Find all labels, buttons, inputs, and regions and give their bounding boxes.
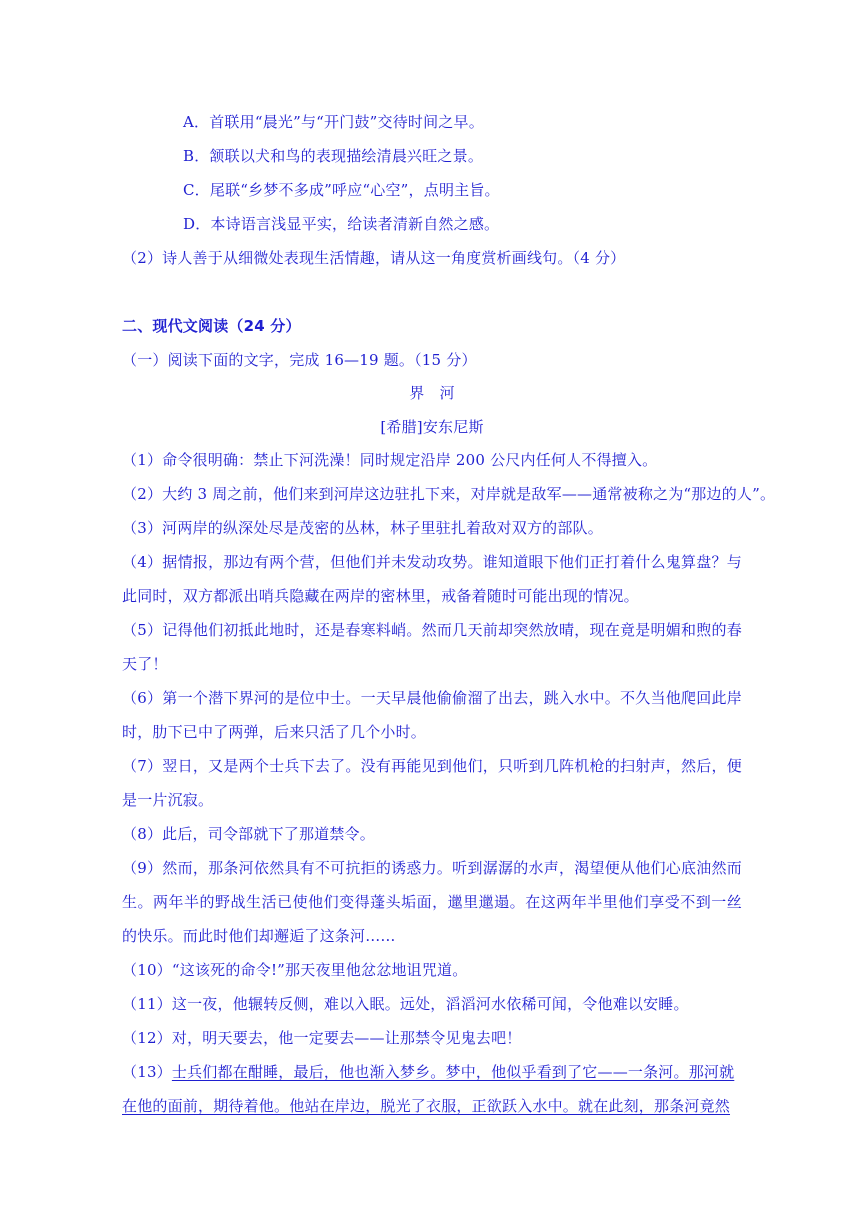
underlined-passage-part-1: 士兵们都在酣睡，最后，他也渐入梦乡。梦中，他似乎看到了它——一条河。那河就 bbox=[171, 1063, 735, 1081]
paragraph-10: （10）“这该死的命令!”那天夜里他忿忿地诅咒道。 bbox=[122, 961, 468, 979]
paragraph-6-line-1: （6）第一个潜下界河的是位中士。一天早晨他偷偷溜了出去，跳入水中。不久当他爬回此岸 bbox=[122, 689, 742, 707]
paragraph-5-line-2: 天了！ bbox=[122, 655, 168, 673]
paragraph-9-line-3: 的快乐。而此时他们却邂逅了这条河…… bbox=[122, 927, 396, 945]
paragraph-7-line-2: 是一片沉寂。 bbox=[122, 791, 214, 809]
paragraph-7-line-1: （7）翌日，又是两个士兵下去了。没有再能见到他们，只听到几阵机枪的扫射声，然后，便 bbox=[122, 757, 742, 775]
paragraph-12: （12）对，明天要去，他一定要去——让那禁令见鬼去吧！ bbox=[122, 1029, 522, 1047]
paragraph-4-line-1: （4）据情报，那边有两个营，但他们并未发动攻势。谁知道眼下他们正打着什么鬼算盘？与 bbox=[122, 553, 742, 571]
paragraph-13-number: （13） bbox=[122, 1063, 172, 1081]
question-2: （2）诗人善于从细微处表现生活情趣，请从这一角度赏析画线句。（4 分） bbox=[122, 249, 626, 267]
option-d: D．本诗语言浅显平实，给读者清新自然之感。 bbox=[183, 215, 500, 233]
underlined-passage-part-2: 在他的面前，期待着他。他站在岸边，脱光了衣服，正欲跃入水中。就在此刻，那条河竟然 bbox=[122, 1097, 731, 1115]
paragraph-8: （8）此后，司令部就下了那道禁令。 bbox=[122, 825, 375, 843]
option-c: C．尾联“乡梦不多成”呼应“心空”，点明主旨。 bbox=[183, 181, 500, 199]
section-heading: 二、现代文阅读（24 分） bbox=[122, 317, 301, 335]
option-b: B．颔联以犬和鸟的表现描绘清晨兴旺之景。 bbox=[183, 147, 484, 165]
subsection-instruction: （一）阅读下面的文字，完成 16—19 题。（15 分） bbox=[122, 351, 477, 369]
paragraph-11: （11）这一夜，他辗转反侧，难以入眠。远处，滔滔河水依稀可闻，令他难以安睡。 bbox=[122, 995, 689, 1013]
paragraph-9-line-2: 生。两年半的野战生活已使他们变得蓬头垢面，邋里邋遢。在这两年半里他们享受不到一丝 bbox=[122, 893, 742, 911]
paragraph-2: （2）大约 3 周之前，他们来到河岸这边驻扎下来，对岸就是敌军——通常被称之为“那边的人”。 bbox=[122, 485, 776, 503]
paragraph-5-line-1: （5）记得他们初抵此地时，还是春寒料峭。然而几天前却突然放晴，现在竟是明媚和煦的春 bbox=[122, 621, 742, 639]
paragraph-13-line-1 bbox=[122, 1062, 742, 1082]
article-author: [希腊]安东尼斯 bbox=[380, 418, 484, 436]
paragraph-6-line-2: 时，肋下已中了两弹，后来只活了几个小时。 bbox=[122, 723, 427, 741]
paragraph-1: （1）命令很明确：禁止下河洗澡！同时规定沿岸 200 公尺内任何人不得擅入。 bbox=[122, 451, 658, 469]
paragraph-9-line-1: （9）然而，那条河依然具有不可抗拒的诱惑力。听到潺潺的水声，渴望便从他们心底油然而 bbox=[122, 859, 742, 877]
paragraph-3: （3）河两岸的纵深处尽是茂密的丛林，林子里驻扎着敌对双方的部队。 bbox=[122, 519, 603, 537]
option-a: A．首联用“晨光”与“开门鼓”交待时间之早。 bbox=[183, 113, 484, 131]
paragraph-4-line-2: 此同时，双方都派出哨兵隐藏在两岸的密林里，戒备着随时可能出现的情况。 bbox=[122, 587, 639, 605]
article-title: 界 河 bbox=[409, 384, 455, 402]
